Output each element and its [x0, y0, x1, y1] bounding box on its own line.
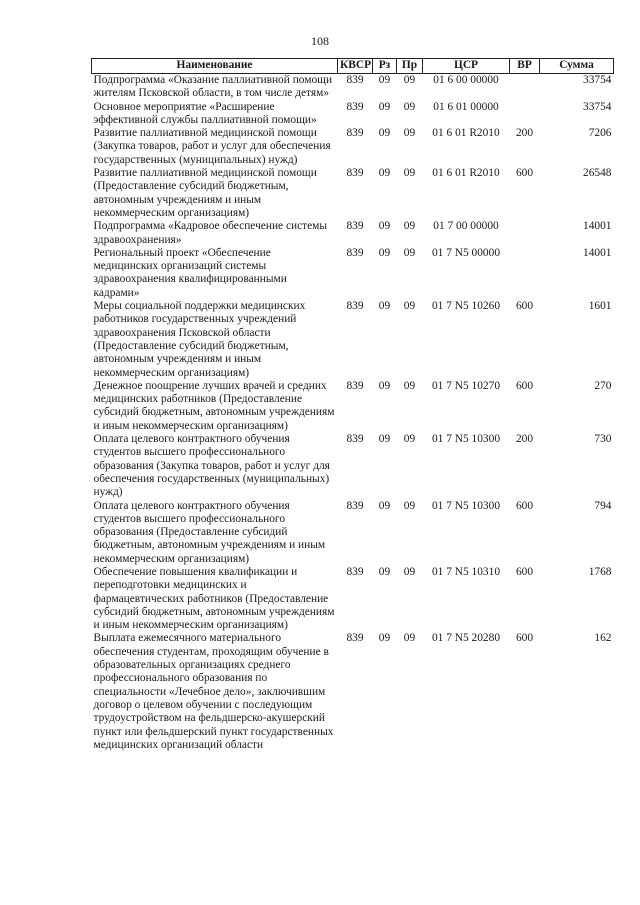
row-kvsr: 839 — [346, 127, 364, 140]
row-name: Основное мероприятие «Расширение эффективной службы паллиативной помощи» — [93, 100, 317, 126]
table-row — [92, 167, 614, 220]
table-row — [92, 300, 614, 380]
row-pr: 09 — [403, 246, 416, 259]
row-pr: 09 — [403, 74, 416, 86]
row-pr: 09 — [403, 433, 416, 446]
row-pr: 09 — [403, 565, 416, 578]
row-csr: 01 7 N5 10310 — [431, 565, 501, 578]
row-name: Подпрограмма «Кадровое обеспечение системы здравоохранения» — [93, 220, 328, 246]
row-rz: 09 — [378, 167, 391, 180]
row-pr: 09 — [403, 300, 416, 313]
table-row — [92, 74, 614, 101]
row-rz: 09 — [378, 246, 391, 259]
row-name: Денежное поощрение лучших врачей и средних медицинских работников (Предоставление субсидий бюджетным, автономным учреждениям и иным некоммерческим организациям) — [93, 379, 335, 432]
row-vr: 600 — [515, 300, 534, 313]
row-sum: 1601 — [588, 300, 612, 313]
table-header-row — [92, 59, 614, 74]
row-rz: 09 — [378, 632, 391, 645]
row-name: Меры социальной поддержки медицинских работников государственных учреждений здравоохранения Псковской области (Предоставление субсидий бюджетным, автономным учреждениям и иным некоммерческим организациям) — [93, 300, 306, 379]
row-name: Выплата ежемесячного материального обеспечения студентам, проходящим обучение в образовательных организациях среднего профессионального образования по специальности «Лечебное дело», заключившим договор о целевом обучении с последующим трудоустройством на фельдшерско-акушерский пункт или фельдшерский пункт государственных медицинских организаций области — [93, 632, 334, 751]
row-vr: 600 — [515, 565, 534, 578]
row-kvsr: 839 — [346, 74, 364, 86]
row-kvsr: 839 — [346, 220, 364, 233]
row-sum: 14001 — [583, 220, 612, 233]
row-rz: 09 — [378, 433, 391, 446]
row-name: Развитие паллиативной медицинской помощи (Закупка товаров, работ и услуг для обеспечения государственных (муниципальных) нужд) — [93, 127, 331, 166]
row-kvsr: 839 — [346, 100, 364, 113]
row-csr: 01 7 N5 10270 — [431, 379, 501, 392]
header-rz: Рз — [373, 59, 397, 74]
row-kvsr: 839 — [346, 632, 364, 645]
row-kvsr: 839 — [346, 379, 364, 392]
table-row — [92, 500, 614, 566]
header-name: Наименование — [92, 59, 338, 74]
row-kvsr: 839 — [346, 167, 364, 180]
row-csr: 01 6 01 R2010 — [432, 167, 500, 180]
table-row — [92, 632, 614, 752]
table-row — [92, 247, 614, 300]
row-name: Обеспечение повышения квалификации и переподготовки медицинских и фармацевтических работников (Предоставление субсидий бюджетным, автономным учреждениям и иным некоммерческим организациям) — [93, 565, 335, 632]
row-csr: 01 7 N5 10260 — [431, 300, 501, 313]
row-vr — [510, 220, 540, 247]
row-vr — [510, 74, 540, 101]
row-vr: 600 — [515, 632, 534, 645]
row-name: Региональный проект «Обеспечение медицинских организаций системы здравоохранения квалифицированными кадрами» — [93, 246, 287, 299]
row-sum: 26548 — [583, 167, 612, 180]
row-pr: 09 — [403, 167, 416, 180]
table-row — [92, 380, 614, 433]
row-vr: 600 — [515, 379, 534, 392]
row-vr: 600 — [515, 167, 534, 180]
row-pr: 09 — [403, 632, 416, 645]
row-csr: 01 7 00 00000 — [433, 220, 499, 233]
row-vr: 200 — [515, 127, 534, 140]
row-rz: 09 — [378, 499, 391, 512]
row-sum: 1768 — [588, 565, 612, 578]
row-csr: 01 6 00 00000 — [433, 74, 499, 86]
row-vr — [510, 101, 540, 128]
row-sum: 162 — [594, 632, 612, 645]
row-sum: 7206 — [588, 127, 612, 140]
row-sum: 270 — [594, 379, 612, 392]
row-pr: 09 — [403, 127, 416, 140]
row-vr: 200 — [515, 433, 534, 446]
row-kvsr: 839 — [346, 300, 364, 313]
row-name: Развитие паллиативной медицинской помощи (Предоставление субсидий бюджетным, автономным учреждениям и иным некоммерческим организациям) — [93, 167, 317, 219]
row-rz: 09 — [378, 127, 391, 140]
row-kvsr: 839 — [346, 433, 364, 446]
page-number: 108 — [311, 34, 329, 48]
header-kvsr: КВСР — [338, 59, 373, 74]
row-rz: 09 — [378, 565, 391, 578]
row-sum: 794 — [594, 499, 612, 512]
row-csr: 01 7 N5 10300 — [431, 499, 501, 512]
table-row — [92, 433, 614, 499]
table-row — [92, 101, 614, 128]
row-sum: 14001 — [583, 246, 612, 259]
row-kvsr: 839 — [346, 246, 364, 259]
row-name: Оплата целевого контрактного обучения студентов высшего профессионального образования (Закупка товаров, работ и услуг для обеспечения государственных (муниципальных) нужд) — [93, 433, 330, 499]
row-rz: 09 — [378, 74, 391, 86]
row-sum: 33754 — [583, 100, 612, 113]
table-row — [92, 127, 614, 167]
header-pr: Пр — [397, 59, 423, 74]
row-name: Подпрограмма «Оказание паллиативной помощи жителям Псковской области, в том числе детям» — [93, 74, 333, 100]
row-csr: 01 7 N5 00000 — [431, 246, 501, 259]
row-kvsr: 839 — [346, 499, 364, 512]
row-csr: 01 6 01 00000 — [433, 100, 499, 113]
row-pr: 09 — [403, 220, 416, 233]
row-rz: 09 — [378, 220, 391, 233]
row-csr: 01 7 N5 10300 — [431, 433, 501, 446]
row-name: Оплата целевого контрактного обучения студентов высшего профессионального образования (Предоставление субсидий бюджетным, автономным учреждениям и иным некоммерческим организациям) — [93, 499, 326, 565]
row-sum: 730 — [594, 433, 612, 446]
row-vr: 600 — [515, 499, 534, 512]
row-rz: 09 — [378, 100, 391, 113]
row-vr — [510, 247, 540, 300]
header-csr: ЦСР — [423, 59, 510, 74]
header-sum: Сумма — [540, 59, 614, 74]
row-rz: 09 — [378, 300, 391, 313]
row-pr: 09 — [403, 499, 416, 512]
row-rz: 09 — [378, 379, 391, 392]
budget-table — [91, 58, 614, 752]
row-sum: 33754 — [583, 74, 612, 86]
row-pr: 09 — [403, 379, 416, 392]
row-csr: 01 6 01 R2010 — [432, 127, 500, 140]
row-kvsr: 839 — [346, 565, 364, 578]
table-row — [92, 566, 614, 632]
table-row — [92, 220, 614, 247]
row-pr: 09 — [403, 100, 416, 113]
row-csr: 01 7 N5 20280 — [431, 632, 501, 645]
header-vr: ВР — [510, 59, 540, 74]
